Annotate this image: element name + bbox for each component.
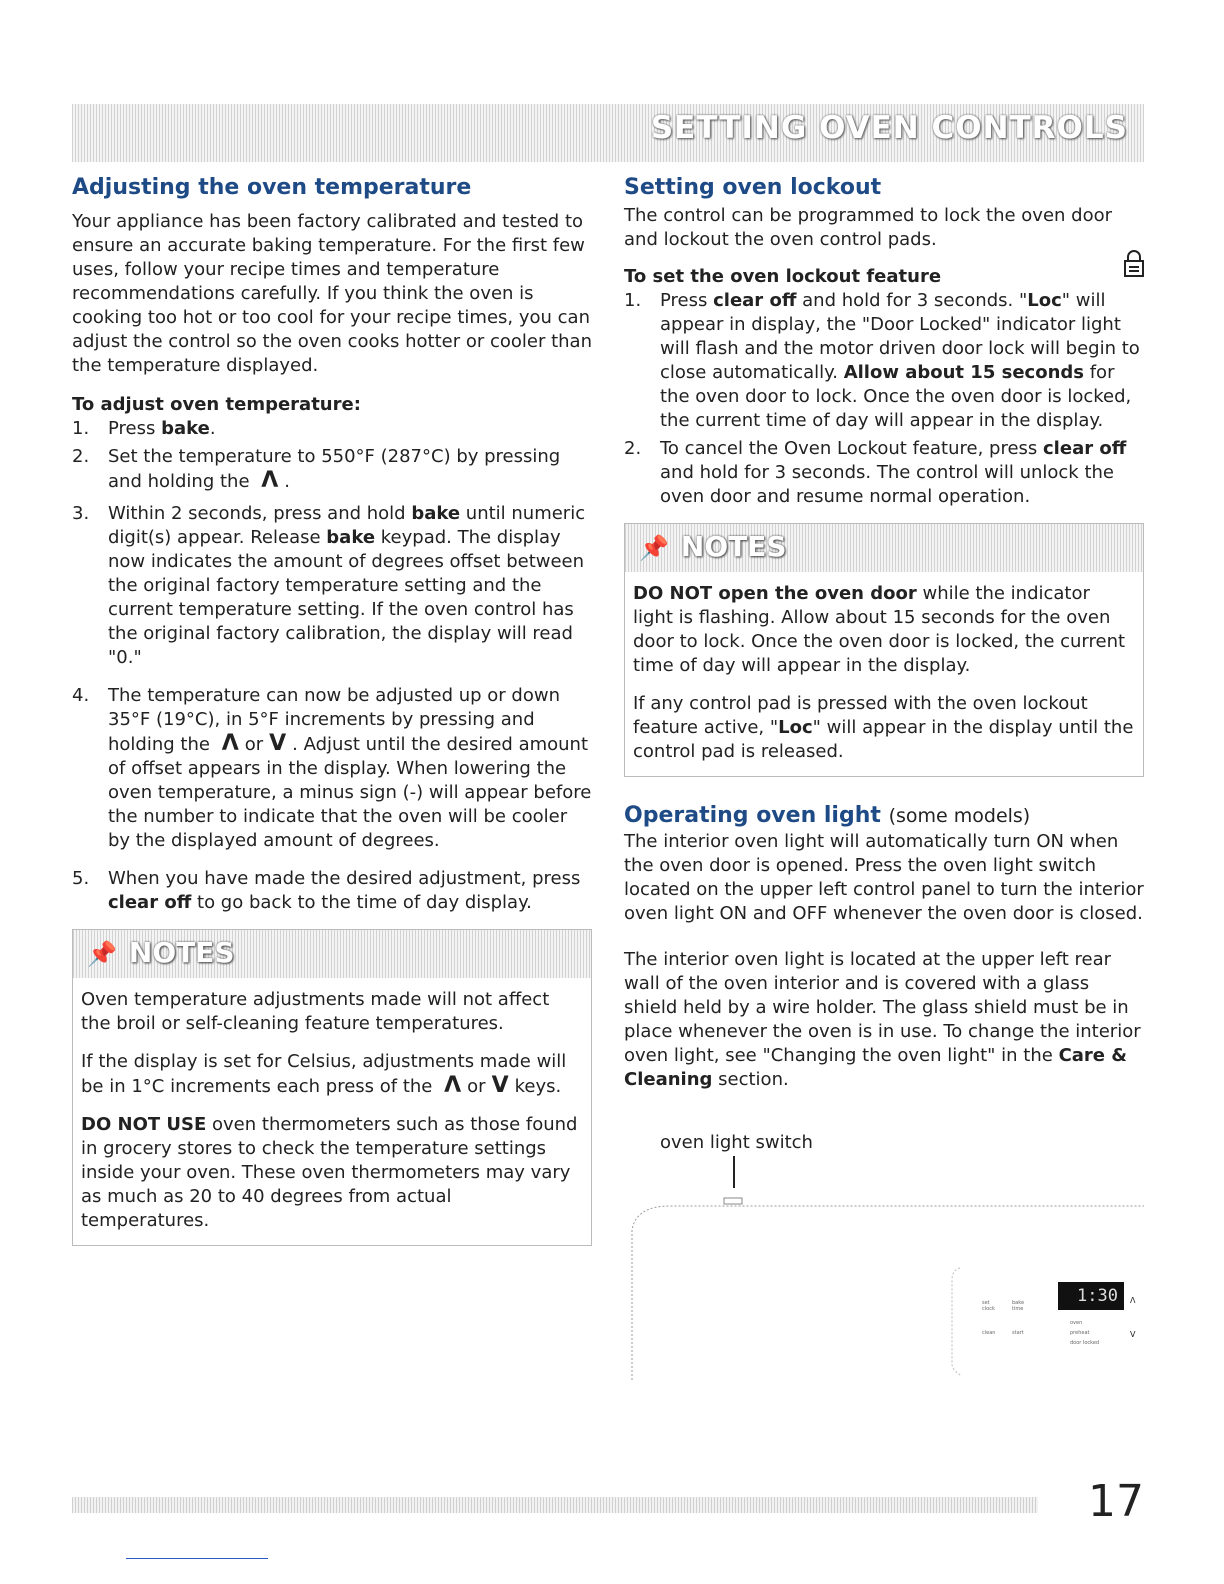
step-text: The temperature can now be adjusted up or down 35°F (19°C), in 5°F increments by pressing and holding the bbox=[108, 685, 560, 755]
step-text: . bbox=[209, 418, 216, 439]
step-text: Press bbox=[108, 418, 162, 439]
adjust-intro: Your appliance has been factory calibrated and tested to ensure an accurate baking temperature. For the first few uses, follow your recipe times and temperature recommendations carefully. If you think the oven is cooking too hot or too cool for your recipe times, you can adjust the control so the oven cooks hotter or cooler than the temperature displayed. bbox=[72, 211, 592, 376]
oven-light-section bbox=[624, 803, 1144, 1092]
figure-label: oven light switch bbox=[660, 1132, 813, 1153]
notes-body bbox=[625, 572, 1143, 776]
display-time: 1:30 bbox=[1077, 1286, 1118, 1306]
step-bold: bake bbox=[326, 527, 376, 548]
light-heading bbox=[624, 803, 1144, 828]
oven-lockout-section bbox=[624, 175, 1144, 1092]
lockout-heading: Setting oven lockout bbox=[624, 175, 882, 200]
pushpin-icon: 📌 bbox=[639, 534, 669, 562]
note-paragraph bbox=[633, 692, 1135, 764]
note-paragraph bbox=[81, 1113, 583, 1233]
step-text: until numeric digit(s) appear. Release bbox=[108, 503, 586, 548]
section-banner bbox=[72, 104, 1144, 162]
light-paragraph: The interior oven light will automatically turn ON when the oven door is opened. Press the oven light switch located on the upper left control panel to turn the interior oven light ON and OFF whenever the oven door is closed. bbox=[624, 831, 1144, 924]
step-bold: clear off bbox=[108, 892, 192, 913]
light-bold: Care & Cleaning bbox=[624, 1045, 1127, 1090]
step-number: 1. bbox=[72, 418, 90, 439]
start-key[interactable]: start bbox=[1012, 1330, 1024, 1336]
note-bold: Loc bbox=[778, 717, 813, 738]
lock-icon bbox=[1124, 249, 1144, 277]
step-number: 1. bbox=[624, 290, 642, 311]
section-title: SETTING OVEN CONTROLS bbox=[650, 110, 1128, 146]
notes-header bbox=[73, 930, 591, 978]
notes-body bbox=[73, 978, 591, 1245]
step-text: to go back to the time of day display. bbox=[191, 892, 532, 913]
step-text: Press bbox=[660, 290, 714, 311]
pushpin-icon: 📌 bbox=[87, 940, 117, 968]
control-panel-figure bbox=[630, 1132, 1144, 1390]
light-heading-sub: (some models) bbox=[888, 805, 1031, 827]
down-arrow-icon: V bbox=[269, 731, 287, 756]
notes-box bbox=[624, 523, 1144, 777]
list-item bbox=[72, 417, 592, 441]
list-item bbox=[624, 437, 1144, 509]
oven-indicator: oven bbox=[1070, 1320, 1083, 1326]
note-text: or bbox=[467, 1076, 486, 1097]
step-bold: clear off bbox=[1043, 438, 1127, 459]
bake-time-key[interactable]: bake time bbox=[1012, 1300, 1025, 1312]
step-bold: bake bbox=[161, 418, 210, 439]
display-screen bbox=[1058, 1282, 1124, 1310]
light-text: The interior oven light is located at the upper left rear wall of the oven interior and is covered with a glass shield held by a wire holder. The glass shield must be in place whenever the oven is in use. To change the interior oven light, see "Changing the oven light" in the bbox=[624, 949, 1141, 1066]
note-bold: DO NOT open the oven door bbox=[633, 583, 917, 604]
step-text: " will appear in display, the "Door Locked" indicator light will flash and the motor driven door lock will begin to close automatically. bbox=[660, 290, 1140, 383]
note-text: If any control pad is pressed with the oven lockout feature active, " bbox=[633, 693, 1088, 738]
note-bold: DO NOT USE bbox=[81, 1114, 207, 1135]
step-bold: Loc bbox=[1027, 290, 1062, 311]
adjust-subheading: To adjust oven temperature: bbox=[72, 394, 361, 415]
light-paragraph bbox=[624, 948, 1144, 1092]
up-arrow-icon: Λ bbox=[221, 731, 239, 756]
down-key[interactable]: V bbox=[1130, 1330, 1136, 1339]
preheat-indicator: preheat bbox=[1070, 1330, 1090, 1336]
step-text: for the oven door to lock. Once the oven door is locked, the current time of day will appear in the display. bbox=[660, 362, 1132, 431]
note-paragraph bbox=[81, 1050, 583, 1099]
list-item bbox=[72, 502, 592, 670]
note-text: oven thermometers such as those found in grocery stores to check the temperature settings inside your oven. These oven thermometers may vary as much as 20 to 40 degrees from actual temperatures. bbox=[81, 1114, 578, 1231]
lockout-subheading: To set the oven lockout feature bbox=[624, 266, 942, 287]
step-bold: bake bbox=[411, 503, 461, 524]
notes-title-wrap bbox=[87, 936, 235, 969]
note-paragraph bbox=[633, 582, 1135, 678]
step-number: 3. bbox=[72, 503, 90, 524]
notes-title: NOTES bbox=[128, 936, 235, 969]
notes-title: NOTES bbox=[680, 530, 787, 563]
step-text: Set the temperature to 550°F (287°C) by pressing and holding the bbox=[108, 446, 561, 492]
step-text: . Adjust until the desired amount of offset appears in the display. When lowering the oven temperature, a minus sign (-) will appear before the number to indicate that the oven will be cooler by the displayed amount of degrees. bbox=[108, 734, 592, 851]
step-text: and hold for 3 seconds. " bbox=[796, 290, 1028, 311]
step-text: . bbox=[284, 471, 291, 492]
step-number: 2. bbox=[624, 438, 642, 459]
light-text: section. bbox=[712, 1069, 789, 1090]
up-arrow-icon: Λ bbox=[261, 468, 279, 493]
lockout-intro: The control can be programmed to lock the oven door and lockout the oven control pads. bbox=[624, 205, 1113, 250]
list-item bbox=[72, 867, 592, 915]
note-text: keys. bbox=[514, 1076, 562, 1097]
note-text: " will appear in the display until the control pad is released. bbox=[633, 717, 1134, 762]
page-number: 17 bbox=[1088, 1476, 1144, 1527]
lockout-steps bbox=[624, 289, 1144, 509]
footer-bar bbox=[72, 1497, 1038, 1513]
adjust-heading: Adjusting the oven temperature bbox=[72, 175, 472, 200]
step-text: keypad. The display now indicates the amount of degrees offset between the original factory temperature setting and the current temperature setting. If the oven control has the original factory calibration, the display will read "0." bbox=[108, 527, 585, 668]
list-item bbox=[72, 684, 592, 853]
step-text: When you have made the desired adjustment, press bbox=[108, 868, 581, 889]
step-number: 5. bbox=[72, 868, 90, 889]
notes-header bbox=[625, 524, 1143, 572]
adjust-steps bbox=[72, 417, 592, 915]
light-heading-text: Operating oven light bbox=[624, 803, 881, 828]
step-number: 2. bbox=[72, 446, 90, 467]
down-arrow-icon: V bbox=[491, 1073, 509, 1098]
step-text: and hold for 3 seconds. The control will unlock the oven door and resume normal operation. bbox=[660, 462, 1114, 507]
clean-key[interactable]: clean bbox=[982, 1330, 996, 1336]
list-item bbox=[72, 445, 592, 494]
list-item bbox=[624, 289, 1144, 433]
note-text: while the indicator light is flashing. Allow about 15 seconds for the oven door to lock. Once the oven door is locked, the current time of day will appear in the display. bbox=[633, 583, 1126, 676]
step-number: 4. bbox=[72, 685, 90, 706]
step-text: Within 2 seconds, press and hold bbox=[108, 503, 412, 524]
set-clock-key[interactable]: set clock bbox=[982, 1300, 995, 1312]
up-arrow-icon: Λ bbox=[444, 1073, 462, 1098]
adjust-temperature-section bbox=[72, 175, 592, 1246]
note-text: If the display is set for Celsius, adjustments made will be in 1°C increments each press of the bbox=[81, 1051, 567, 1097]
control-panel-drawing bbox=[630, 1140, 1144, 1390]
bottom-rule bbox=[126, 1558, 268, 1559]
step-bold: clear off bbox=[713, 290, 797, 311]
notes-title-wrap bbox=[639, 530, 787, 563]
up-key[interactable]: Λ bbox=[1130, 1296, 1136, 1305]
step-text: or bbox=[244, 734, 264, 755]
door-locked-indicator: door locked bbox=[1070, 1340, 1100, 1346]
step-text: To cancel the Oven Lockout feature, press bbox=[660, 438, 1044, 459]
notes-box bbox=[72, 929, 592, 1246]
note-paragraph: Oven temperature adjustments made will not affect the broil or self-cleaning feature temperatures. bbox=[81, 989, 550, 1034]
step-bold: Allow about 15 seconds bbox=[843, 362, 1084, 383]
